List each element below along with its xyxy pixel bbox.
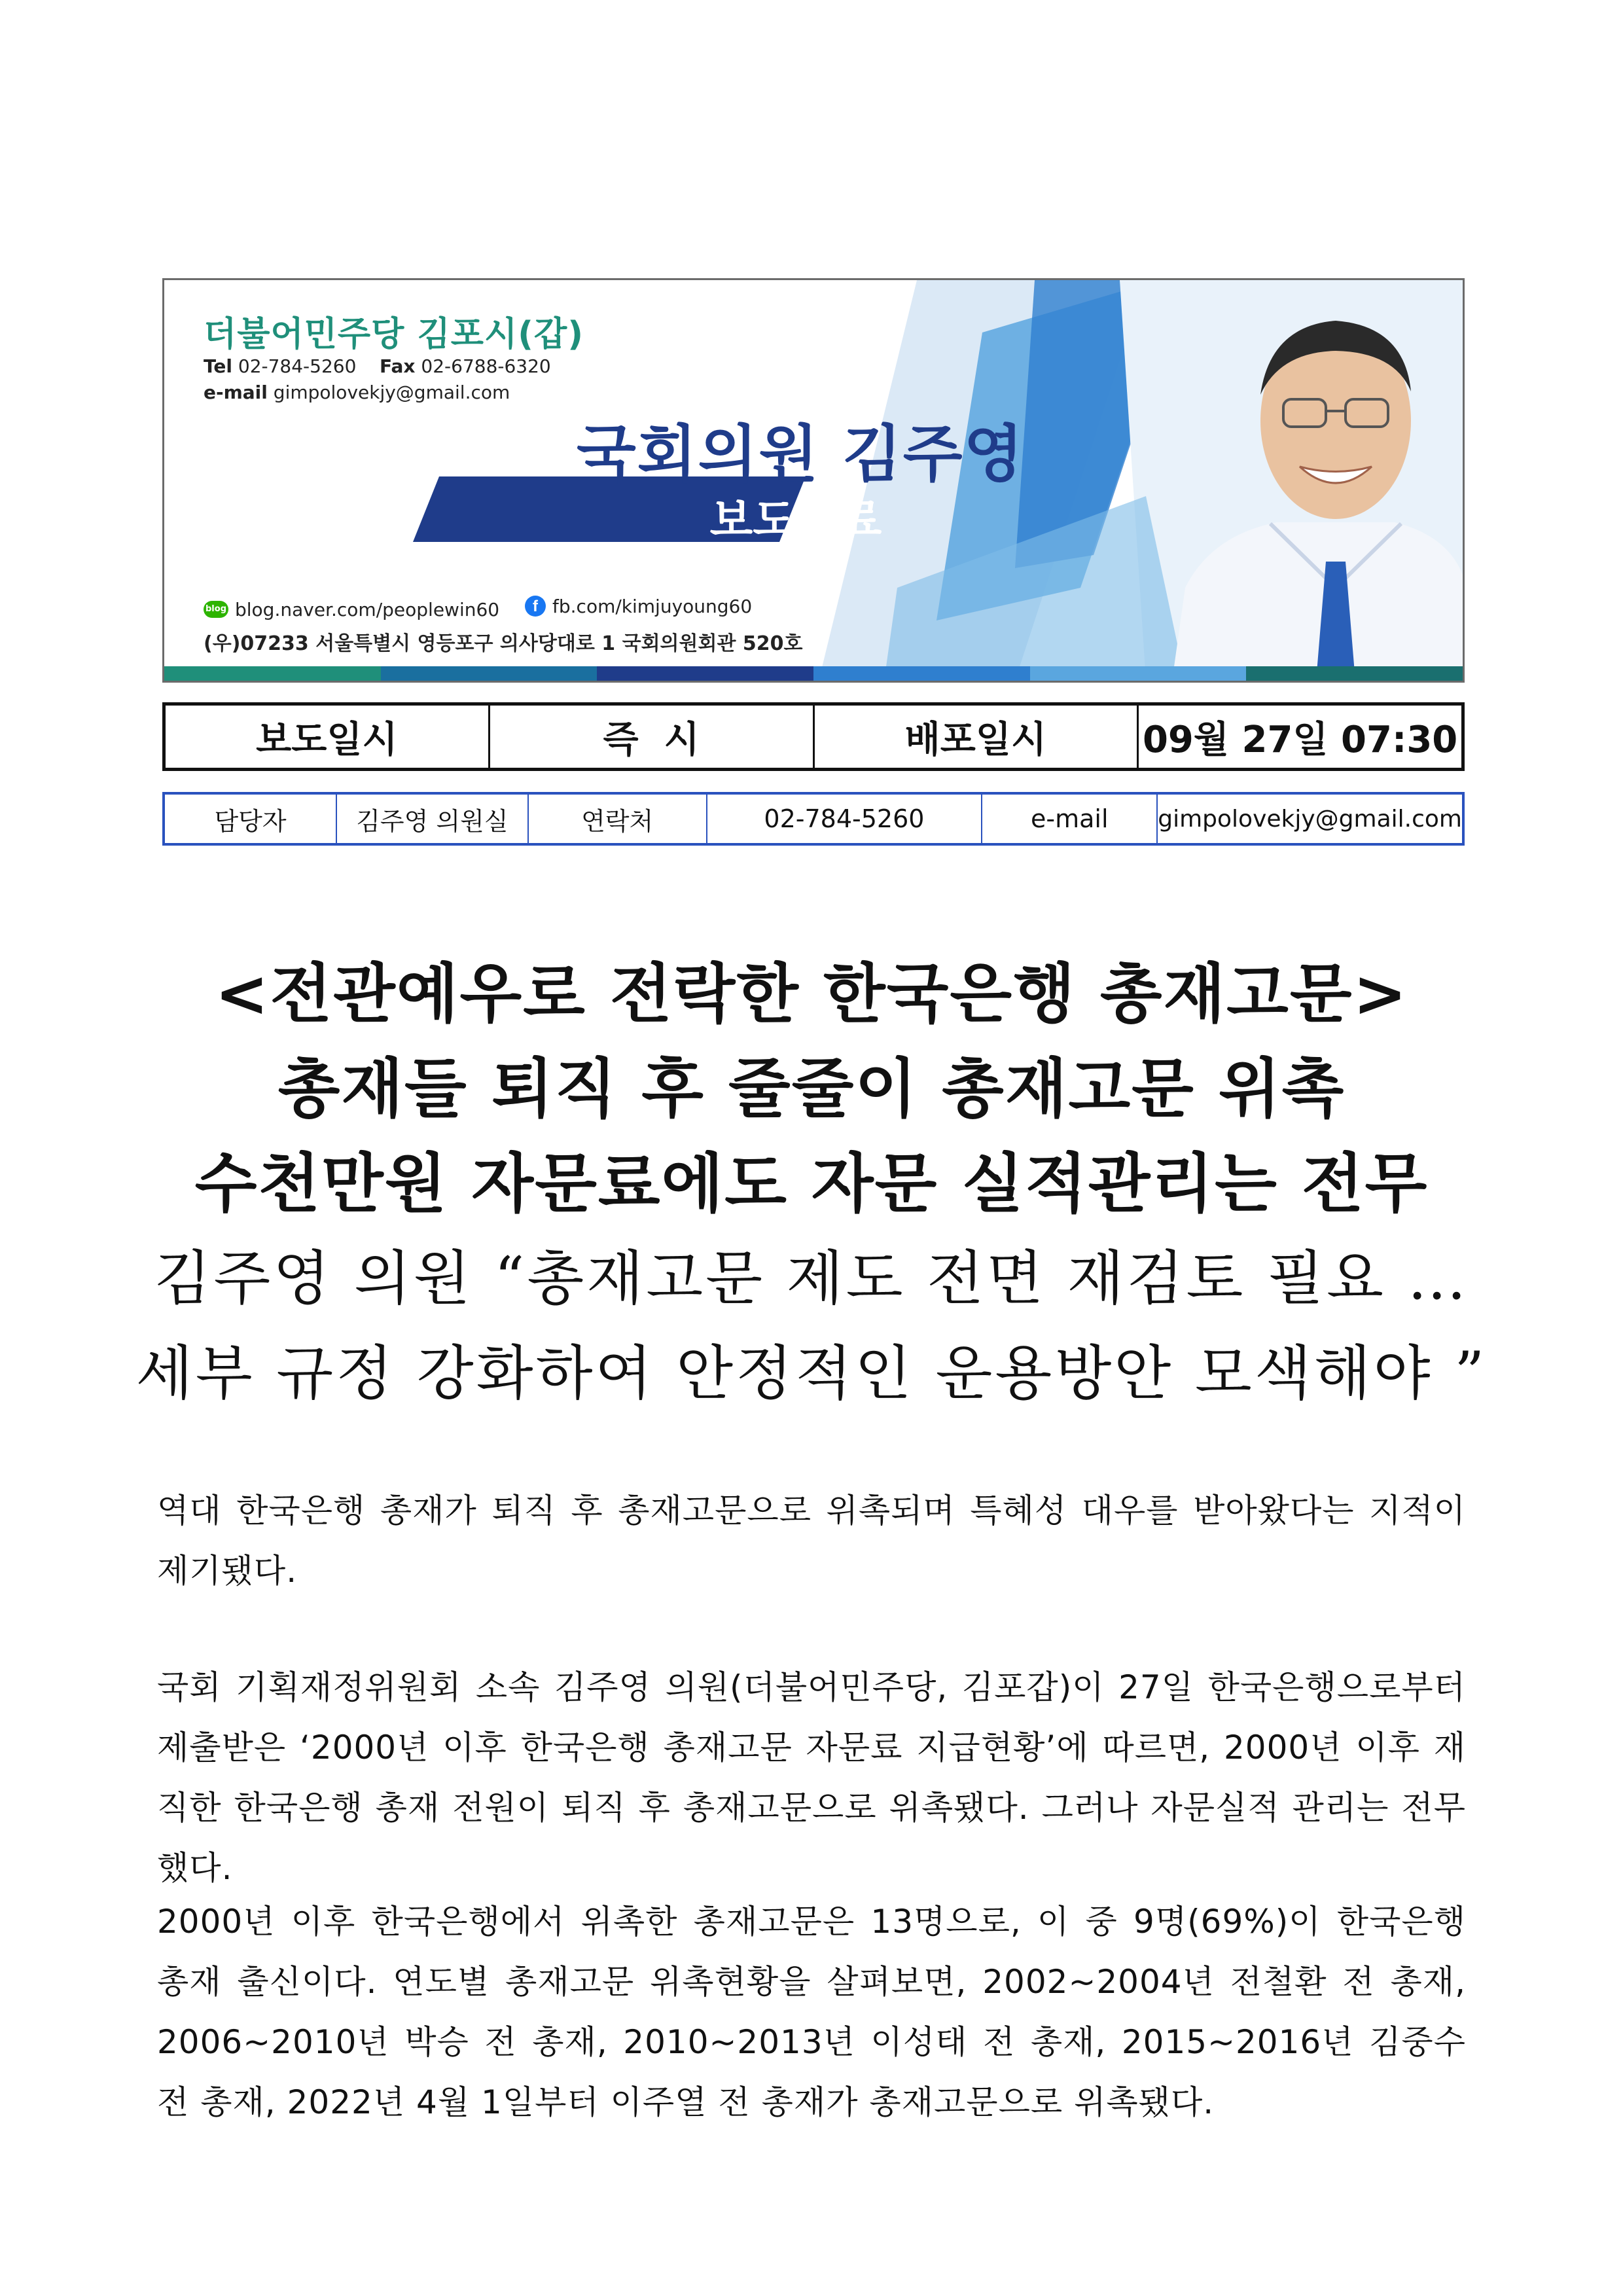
release-date-value: 즉 시 [490, 706, 815, 768]
blog-link[interactable] [204, 599, 499, 620]
email-line [204, 382, 510, 403]
header-banner [162, 278, 1465, 683]
facebook-icon: f [525, 596, 546, 617]
party-name: 더불어민주당 김포시(갑) [204, 315, 584, 354]
headline-1: <전관예우로 전락한 한국은행 총재고문> [215, 957, 1408, 1031]
office-address: (우)07233 서울특별시 영등포구 의사당대로 1 국회의원회관 520호 [204, 632, 803, 655]
body-paragraph-1: 역대 한국은행 총재가 퇴직 후 총재고문으로 위촉되며 특혜성 대우를 받아왔다는 지적이 제기됐다. [157, 1492, 1466, 1590]
contact-person-label: 담당자 [165, 795, 337, 843]
body-paragraph-3: 2000년 이후 한국은행에서 위촉한 총재고문은 13명으로, 이 중 9명(69%)이 한국은행 총재 출신이다. 연도별 총재고문 위촉현황을 살펴보면, 2002~2004년 전철환 전 총재, 2006~2010년 박승 전 총재, 2010~2013년 이성태 전 총재, 2015~2016년 김중수 전 총재, 2022년 4월 1일부터 이주열 전 총재가 총재고문으로 위촉됐다. [157, 1903, 1466, 2121]
subhead-2: 세부 규정 강화하여 안정적인 운용방안 모색해야 ” [135, 1339, 1488, 1408]
body-paragraph-2: 국회 기획재정위원회 소속 김주영 의원(더불어민주당, 김포갑)이 27일 한국은행으로부터 제출받은 ‘2000년 이후 한국은행 총재고문 자문료 지급현황’에 따르면, 2000년 이후 재직한 한국은행 총재 전원이 퇴직 후 총재고문으로 위촉됐다. 그러나 자문실적 관리는 전무했다. [157, 1668, 1466, 1887]
blog-url: blog.naver.com/peoplewin60 [235, 598, 500, 620]
sns-links [204, 594, 772, 620]
phone-label: 연락처 [529, 795, 707, 843]
phone-value: 02-784-5260 [707, 795, 983, 843]
tel-number: 02-784-5260 [238, 355, 357, 377]
banner-color-bar [164, 666, 1463, 681]
distribution-label: 배포일시 [815, 706, 1139, 768]
blog-icon: blog [204, 601, 228, 618]
contact-email-label: e-mail [982, 795, 1158, 843]
email-address: gimpolovekjy@gmail.com [273, 382, 510, 403]
headline-2: 총재들 퇴직 후 줄줄이 총재고문 위촉 [277, 1052, 1346, 1126]
tel-fax-line [204, 355, 551, 377]
distribution-value: 09월 27일 07:30 [1142, 718, 1458, 761]
release-info-table [162, 702, 1465, 771]
email-label: e-mail [204, 382, 268, 403]
contact-email-value: gimpolovekjy@gmail.com [1158, 805, 1462, 833]
facebook-link[interactable] [525, 596, 752, 617]
press-release-label: 보도자료 [709, 495, 882, 547]
subhead-1: 김주영 의원 “총재고문 제도 전면 재검토 필요 … [154, 1244, 1469, 1313]
facebook-url: fb.com/kimjuyoung60 [552, 595, 753, 617]
fax-label: Fax [380, 355, 416, 377]
member-title: 국회의원 김주영 [577, 419, 1025, 490]
headline-3: 수천만원 자문료에도 자문 실적관리는 전무 [194, 1147, 1429, 1221]
release-date-label: 보도일시 [166, 706, 490, 768]
contact-person-value: 김주영 의원실 [337, 795, 529, 843]
fax-number: 02-6788-6320 [421, 355, 551, 377]
contact-info-table [162, 792, 1465, 846]
tel-label: Tel [204, 355, 232, 377]
